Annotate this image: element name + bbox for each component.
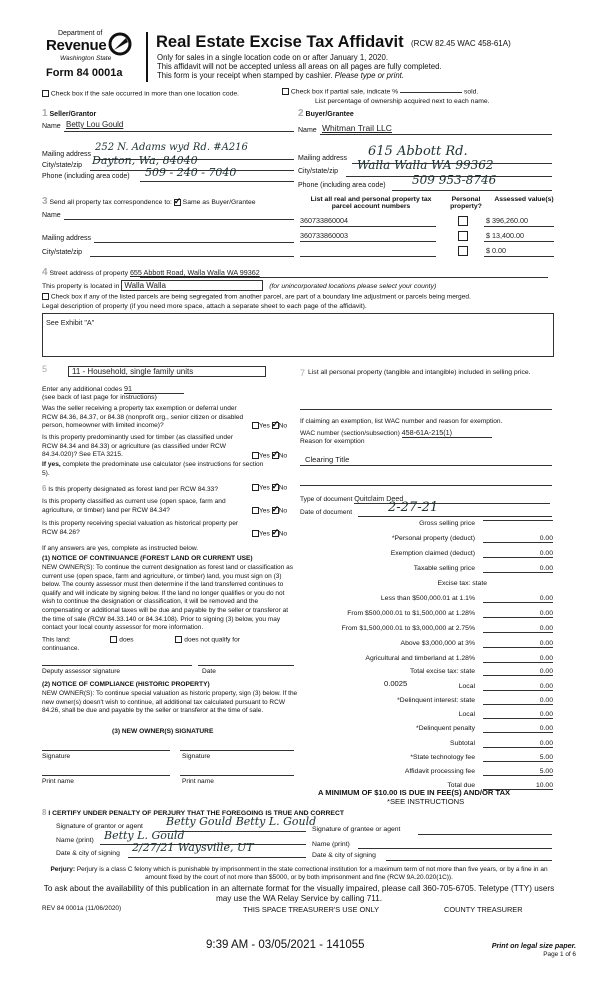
current-use-no-checkbox[interactable] (272, 507, 279, 514)
does-not-label: does not qualify for (184, 636, 240, 644)
assessed-value[interactable]: $ 13,400.00 (486, 231, 524, 240)
notice2-text: NEW OWNER(S): To continue special valuation as historic property, sign (3) below. If the new owner(s) doesn't wish to continue, all additional tax calculated pursuant to RCW 84.26, shall be due and payable by the seller or transferor at the time of sale. (42, 690, 298, 715)
this-land-row (42, 636, 240, 643)
buyer-phone-label: Phone (including area code) (298, 182, 386, 189)
page-number: Page 1 of 6 (543, 951, 576, 958)
same-as-buyer-label: Same as Buyer/Grantee (182, 199, 256, 206)
section-3-number: 3 (42, 196, 48, 207)
buyer-name[interactable]: Whitman Trail LLC (322, 123, 392, 133)
tax-row-label: Above $3,000,000 at 3% (400, 640, 475, 647)
tax-row-value[interactable]: 0.00 (483, 535, 553, 543)
personal-property-checkbox[interactable] (458, 231, 468, 241)
notice2-title: (2) NOTICE OF COMPLIANCE (HISTORIC PROPERTY) (42, 681, 210, 688)
certify-statement: I CERTIFY UNDER PENALTY OF PERJURY THAT THE FOREGOING IS TRUE AND CORRECT (48, 810, 345, 817)
segregated-row[interactable] (42, 293, 471, 300)
local-rate: 0.0025 (384, 679, 408, 688)
located-row (42, 280, 436, 291)
timber-note-text: complete the predominate use calculator (see instructions for section 5). (42, 461, 264, 477)
seller-phone[interactable]: 509 - 240 - 7040 (145, 166, 237, 179)
tax-row (300, 655, 555, 666)
current-use-yes-checkbox[interactable] (252, 507, 259, 514)
seller-heading-row (42, 108, 96, 119)
current-use-question: Is this property classified as current use (open space, farm and agriculture, or timber) land per RCW 84.34? (42, 498, 226, 514)
timber-yes-checkbox[interactable] (252, 452, 259, 459)
located-label: This property is located in (42, 283, 120, 290)
doc-type[interactable]: Quitclaim Deed (354, 494, 550, 504)
reason-label: Reason for exemption (300, 438, 365, 445)
assessed-value-header: Assessed value(s) (494, 196, 554, 203)
tax-row-label: *Personal property (deduct) (391, 535, 475, 542)
historic-yes-checkbox[interactable] (252, 530, 259, 537)
buyer-mailing[interactable]: 615 Abbott Rd. (368, 144, 468, 159)
tax-row-label: Taxable selling price (413, 565, 475, 572)
segregated-label: Check box if any of the listed parcels are being segregated from another parcel, are part of a boundary line adjustment or parcels being merged. (50, 293, 471, 301)
seller-mailing-label: Mailing address (42, 151, 92, 158)
tax-row-value[interactable]: 5.00 (483, 754, 553, 762)
form-rcw: (RCW 82.45 WAC 458-61A) (411, 39, 511, 48)
see-back-note: (see back of last page for instructions) (42, 394, 157, 401)
tax-row (300, 550, 555, 561)
section-1-number: 1 (42, 108, 48, 119)
grantee-name-label: Name (print) (312, 841, 350, 848)
legal-label: Legal description of property (if you need more space, attach a separate sheet to each page of the affidavit). (42, 303, 367, 310)
historic-yes-no (252, 530, 287, 537)
tax-row (300, 625, 555, 636)
parcel-row-2 (300, 231, 555, 242)
perjury-bold: Perjury: (50, 866, 76, 873)
exemption-yes-checkbox[interactable] (252, 422, 259, 429)
grantor-signature-label: Signature of grantor or agent (56, 823, 143, 830)
new-owner-signature-label-2: Signature (182, 753, 211, 760)
tax-row-label: Gross selling price (419, 520, 475, 527)
tax-row-label: Total excise tax: state (410, 668, 475, 675)
wac-label: WAC number (section/subsection) (300, 430, 400, 437)
tax-row-label: Exemption claimed (deduct) (390, 550, 475, 557)
header-note1: Only for sales in a single location code on or after January 1, 2020. (157, 53, 389, 62)
parcel-row-1 (300, 216, 555, 227)
tax-row-value[interactable]: 5.00 (483, 768, 553, 776)
no-label: No (278, 452, 288, 460)
tax-row-label: Less than $500,000.01 at 1.1% (380, 595, 475, 602)
alt-format-notice: To ask about the availability of this publication in an alternate format for the visually impaired, please call 360-705-6705. Teletype (TTY) users may use the WA Relay Service by calling 711. (43, 884, 555, 903)
tax-row-label: *Delinquent penalty (416, 725, 475, 732)
grantor-date-city-label: Date & city of signing (56, 850, 120, 857)
dept-line3: Washington State (60, 55, 112, 62)
treasurer-use-label: THIS SPACE TREASURER'S USE ONLY (243, 905, 380, 914)
tax-row (300, 520, 555, 531)
buyer-mailing-label: Mailing address (298, 155, 348, 162)
parcel-number[interactable]: 360733860004 (300, 216, 348, 225)
personal-property-header: Personal property? (450, 196, 482, 210)
tax-row-value[interactable]: 0.00 (483, 668, 553, 676)
tax-row-label: Total due (447, 782, 475, 789)
multi-location-checkbox[interactable] (42, 90, 49, 97)
tax-row (300, 697, 555, 708)
buyer-heading-row (298, 108, 354, 119)
header-note3 (157, 71, 404, 80)
exemption-claim-label: If claiming an exemption, list WAC number and reason for exemption. (300, 418, 503, 425)
yes-label: Yes (259, 507, 270, 515)
partial-sale-label-a: Check box if partial sale, indicate % (290, 88, 399, 96)
continuance-label: continuance. (42, 645, 80, 652)
tax-row-label: Agricultural and timberland at 1.28% (365, 655, 475, 662)
exemption-yes-no (252, 422, 287, 429)
form-title: Real Estate Excise Tax Affidavit (156, 33, 404, 51)
tax-row (300, 711, 555, 722)
seller-phone-label: Phone (including area code) (42, 173, 130, 180)
section-8-number: 8 (42, 808, 47, 817)
county-treasurer-label: COUNTY TREASURER (444, 905, 523, 914)
tax-row (300, 595, 555, 606)
exemption-reason[interactable]: Clearing Title (305, 455, 350, 464)
tax-row-value[interactable]: 10.00 (483, 782, 553, 790)
yes-label: Yes (259, 422, 270, 430)
forest-yes-no (252, 484, 287, 491)
tax-row (300, 740, 555, 751)
seller-citystatezip[interactable]: Dayton, Wa, 84040 (92, 154, 198, 167)
personal-property-checkbox[interactable] (458, 246, 468, 256)
section3-send-row (42, 196, 256, 207)
additional-codes-row (42, 384, 184, 394)
no-label: No (278, 507, 288, 515)
tax-row-value[interactable]: 0.00 (483, 610, 553, 618)
tax-row (300, 565, 555, 576)
tax-row (300, 754, 555, 765)
personal-property-list-label: List all personal property (tangible and intangible) included in selling price. (308, 369, 531, 376)
wac-row (300, 428, 492, 438)
doc-date-label: Date of document (300, 509, 353, 516)
tax-row (300, 580, 555, 591)
buyer-heading: Buyer/Grantee (305, 111, 354, 118)
personal-property-checkbox[interactable] (458, 216, 468, 226)
tax-row (300, 535, 555, 546)
revenue-emblem-icon (108, 32, 132, 56)
tax-row-value[interactable]: 0.00 (483, 740, 553, 748)
header-note3b: Please type or print. (334, 71, 405, 80)
partial-sale-label-b: sold. (463, 88, 479, 96)
no-label: No (278, 422, 288, 430)
street-address[interactable]: 655 Abbott Road, Walla Walla WA 99362 (129, 268, 260, 277)
seller-heading: Seller/Grantor (49, 111, 97, 118)
located-select[interactable]: Walla Walla (121, 280, 263, 291)
notice1-text: NEW OWNER(S): To continue the current designation as forest land or classification as current use (open space, farm and agriculture, or timber) land, you must sign on (3) below. The county assessor must then determine if the land transferred continues to qualify and will indicate by signing below. If the land no longer qualifies or you do not wish to continue the designation or classification, it will be removed and the compensating or additional taxes will be due and payable by the seller or transferor at the time of sale (RCW 84.33.140 or 84.34.108). Prior to signing (3) below, you may contact your local county assessor for more information. (42, 564, 293, 632)
multi-location-check[interactable] (42, 90, 239, 97)
timber-question: Is this property predominantly used for timber (as classified under RCW 84.34 and 84.33) or agriculture (as classified under RCW 84.34.020)? See ETA 3215. (42, 434, 233, 458)
section-2-number: 2 (298, 108, 304, 119)
dept-line1: Department of (58, 30, 103, 37)
multi-location-label: Check box if the sale occurred in more than one location code. (50, 90, 240, 98)
parcel-number[interactable]: 360733860003 (300, 231, 348, 240)
tax-row-label: Affidavit processing fee (404, 768, 475, 775)
same-as-buyer-checkbox[interactable] (174, 199, 181, 206)
seller-mailing[interactable]: 252 N. Adams wyd Rd. #A216 (95, 142, 248, 153)
doc-type-label: Type of document (300, 496, 353, 503)
does-not-checkbox[interactable] (175, 636, 182, 643)
additional-codes-label: Enter any additional codes (42, 386, 123, 393)
dept-line2: Revenue (46, 37, 107, 54)
yes-label: Yes (259, 484, 270, 492)
assessed-value[interactable]: $ 0.00 (486, 246, 506, 255)
grantor-name[interactable]: Betty L. Gould (104, 829, 185, 842)
tax-row-value[interactable]: 0.00 (483, 550, 553, 558)
tax-row-value[interactable]: 0.00 (483, 711, 553, 719)
grantee-signature-label: Signature of grantee or agent (312, 826, 401, 833)
partial-sale-note: List percentage of ownership acquired next to each name. (315, 98, 490, 105)
tax-row-value[interactable]: 0.00 (483, 595, 553, 603)
located-note: (for unincorporated locations please select your county) (269, 283, 437, 290)
historic-no-checkbox[interactable] (272, 530, 279, 537)
assessed-value[interactable]: $ 396,260.00 (486, 216, 528, 225)
perjury-text: Perjury is a class C felony which is punishable by imprisonment in the state correctional institution for a maximum term of not more than five years, or by a fine in an amount fixed by the court of not more than $5000, or by both imprisonment and fine (RCW 9A.20.020(1C)). (75, 866, 548, 881)
buyer-phone[interactable]: 509 953-8746 (412, 173, 497, 187)
notice1-title: (1) NOTICE OF CONTINUANCE (FOREST LAND OR CURRENT USE) (42, 555, 253, 562)
perjury-notice (42, 866, 556, 882)
print-legal-note: Print on legal size paper. (491, 941, 576, 950)
tax-row-value[interactable]: 0.00 (483, 683, 553, 691)
new-owner-print-label-2: Print name (182, 778, 214, 785)
tax-row-label: From $1,500,000.01 to $3,000,000 at 2.75% (341, 625, 475, 632)
parcels-header: List all real and personal property tax parcel account numbers (310, 196, 432, 210)
grantor-signature[interactable]: Betty Gould Betty L. Gould (166, 815, 317, 828)
section-6-number: 6 (42, 484, 47, 493)
section-4-number: 4 (42, 267, 48, 278)
this-land-label: This land: (42, 636, 71, 644)
buyer-name-label: Name (298, 127, 317, 134)
tax-row-label: Local (458, 683, 475, 690)
section6-instructions: If any answers are yes, complete as instructed below. (42, 545, 199, 552)
timber-note (42, 461, 272, 478)
current-use-yes-no (252, 507, 287, 514)
seller-citystatezip-label: City/state/zip (42, 162, 83, 169)
yes-label: Yes (259, 530, 270, 538)
timber-no-checkbox[interactable] (272, 452, 279, 459)
minimum-due-note: A MINIMUM OF $10.00 IS DUE IN FEE(S) AND/OR TAX (318, 788, 511, 797)
header-note2: This affidavit will not be accepted unless all areas on all pages are fully completed. (157, 62, 442, 71)
tax-row (300, 768, 555, 779)
yes-label: Yes (259, 452, 270, 460)
grantor-name-label: Name (print) (56, 837, 94, 844)
section3-mailing-label: Mailing address (42, 235, 92, 242)
tax-row-label: Excise tax: state (437, 580, 487, 587)
street-label: Street address of property (49, 270, 129, 277)
new-owner-signature-label: Signature (42, 753, 71, 760)
tax-row (300, 668, 555, 679)
cashier-stamp: 9:39 AM - 03/05/2021 - 141055 (206, 939, 365, 951)
tax-row-value[interactable]: 0.00 (483, 640, 553, 648)
timber-note-bold: If yes, (42, 461, 61, 468)
section-5-number: 5 (42, 364, 48, 374)
send-correspondence-label: Send all property tax correspondence to: (49, 199, 172, 206)
legal-description-box[interactable] (42, 313, 554, 357)
tax-row-value[interactable]: 0.00 (483, 655, 553, 663)
doc-date[interactable]: 2-27-21 (388, 500, 439, 515)
seller-name-label: Name (42, 123, 61, 130)
forest-no-checkbox[interactable] (272, 484, 279, 491)
tax-row-label: From $500,000.01 to $1,500,000 at 1.28% (347, 610, 475, 617)
exemption-no-checkbox[interactable] (272, 422, 279, 429)
tax-row-value[interactable] (483, 520, 553, 521)
additional-codes[interactable]: 91 (124, 384, 184, 394)
parcel-row-3 (300, 246, 555, 257)
deputy-signature-label: Deputy assessor signature (42, 668, 121, 675)
tax-row-label: Subtotal (450, 740, 475, 747)
section3-citystatezip-label: City/state/zip (42, 249, 83, 256)
header-note3a: This form is your receipt when stamped by cashier. (157, 71, 335, 80)
new-owner-print-label: Print name (42, 778, 74, 785)
use-code-select[interactable]: 11 - Household, single family units (68, 366, 266, 377)
grantor-date-city[interactable]: 2/27/21 Waysville, UT (132, 841, 254, 854)
no-label: No (278, 530, 288, 538)
tax-row-value[interactable]: 0.00 (483, 565, 553, 573)
legal-description: See Exhibit "A" (46, 318, 95, 327)
revenue-logo (40, 30, 140, 82)
tax-row-value[interactable]: 0.00 (483, 725, 553, 733)
does-label: does (119, 636, 134, 644)
tax-row-value[interactable]: 0.00 (483, 697, 553, 705)
section3-name-label: Name (42, 212, 61, 219)
partial-sale-checkbox[interactable] (282, 88, 289, 95)
grantee-date-city-label: Date & city of signing (312, 852, 376, 859)
see-instructions-note: *SEE INSTRUCTIONS (387, 797, 465, 806)
tax-row-label: Local (458, 711, 475, 718)
tax-row-value[interactable]: 0.00 (483, 625, 553, 633)
partial-sale-check[interactable] (282, 88, 478, 95)
wac-number[interactable]: 458-61A-215(1) (402, 428, 492, 438)
tax-row (300, 610, 555, 621)
section-7-number: 7 (300, 368, 306, 378)
revision-label: REV 84 0001a (11/06/2020) (42, 905, 122, 912)
header-divider (146, 32, 148, 82)
segregated-checkbox[interactable] (42, 293, 49, 300)
forest-question-row (42, 484, 218, 493)
buyer-citystatezip-label: City/state/zip (298, 168, 339, 175)
tax-row (300, 725, 555, 736)
form-number: Form 84 0001a (46, 67, 123, 79)
forest-yes-checkbox[interactable] (252, 484, 259, 491)
notice3-title: (3) NEW OWNER(S) SIGNATURE (112, 728, 214, 735)
tax-row-label: *Delinquent interest: state (397, 697, 475, 704)
buyer-citystatezip[interactable]: Walla Walla WA 99362 (357, 158, 494, 172)
forest-question: Is this property designated as forest land per RCW 84.33? (48, 486, 218, 493)
tax-row (300, 640, 555, 651)
deputy-date-label: Date (202, 668, 216, 675)
timber-yes-no (252, 452, 287, 459)
no-label: No (278, 484, 288, 492)
seller-name[interactable]: Betty Lou Gould (66, 120, 124, 129)
exemption-question: Was the seller receiving a property tax exemption or deferral under RCW 84.36, 84.37, or 84.38 (nonprofit org., senior citizen or disabled person, homeowner with limited income)? (42, 405, 244, 429)
historic-question: Is this property receiving special valuation as historical property per RCW 84.26? (42, 520, 239, 536)
tax-row-label: *State technology fee (410, 754, 475, 761)
does-checkbox[interactable] (110, 636, 117, 643)
tax-row (300, 683, 555, 694)
